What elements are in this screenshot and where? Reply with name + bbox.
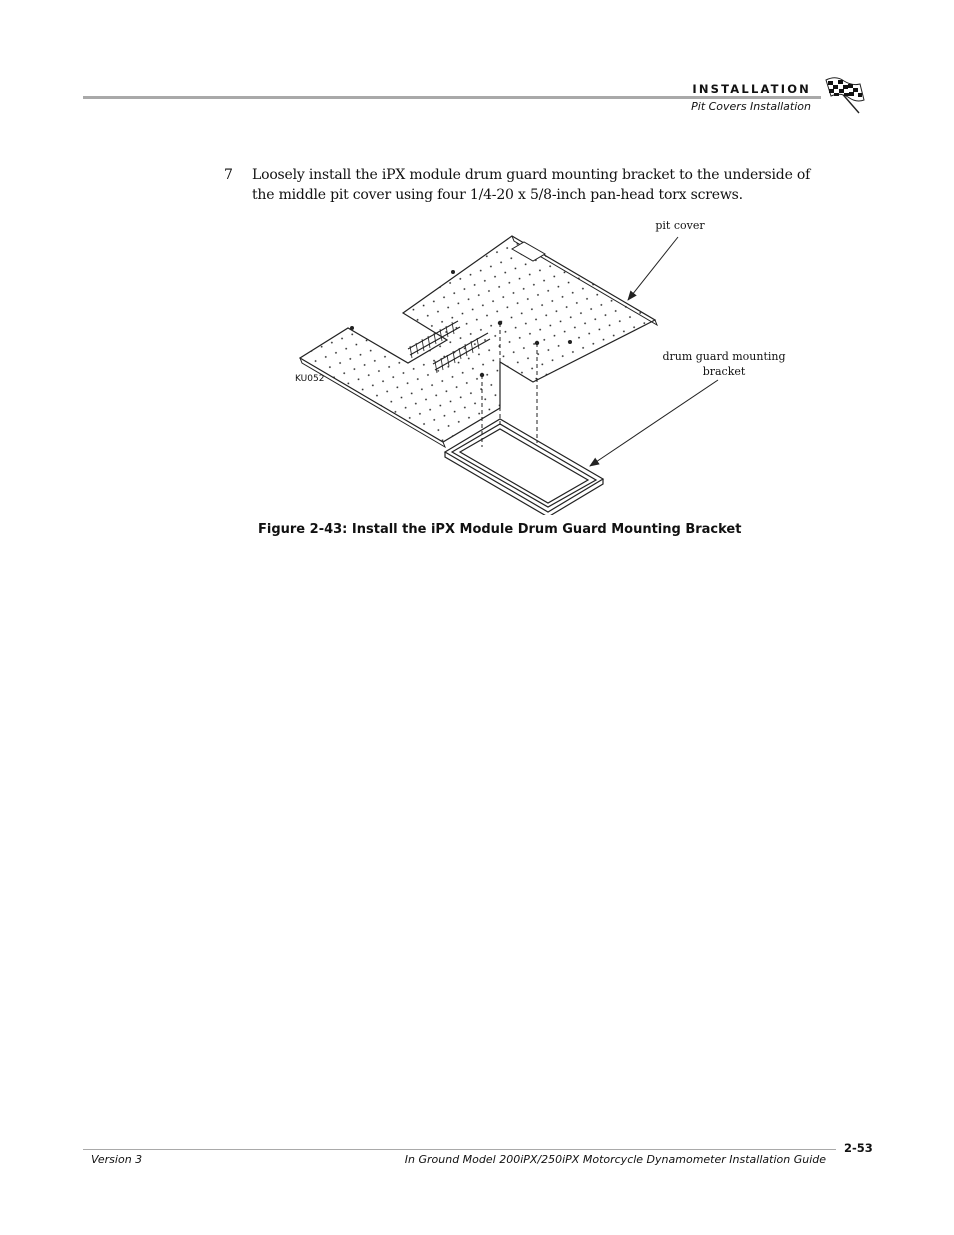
pit-cover-plate [300, 236, 657, 447]
footer-version: Version 3 [91, 1153, 143, 1166]
step-number: 7 [224, 167, 233, 183]
figure-caption: Figure 2-43: Install the iPX Module Drum Guard Mounting Bracket [258, 522, 742, 537]
pit-cover-label: pit cover [655, 219, 705, 232]
header-subsection-title: Pit Covers Installation [691, 100, 811, 113]
step-text: Loosely install the iPX module drum guard mounting bracket to the underside of the middle pit cover using four 1/4-20 x 5/8-inch pan-head torx screws. [252, 167, 811, 203]
footer-document-title: In Ground Model 200iPX/250iPX Motorcycle Dynamometer Installation Guide [404, 1153, 826, 1166]
bracket-label-line2: bracket [702, 365, 746, 378]
figure-part-code: KU052 [295, 374, 325, 384]
header-rule [83, 96, 821, 99]
footer-rule [83, 1149, 836, 1150]
page-number: 2-53 [844, 1141, 873, 1155]
drum-guard-mounting-bracket [445, 419, 603, 515]
bracket-label-line1: drum guard mounting [662, 350, 786, 363]
bracket-label [655, 349, 793, 379]
header-section-title: INSTALLATION [692, 82, 811, 96]
checkered-flag-icon [818, 76, 866, 116]
